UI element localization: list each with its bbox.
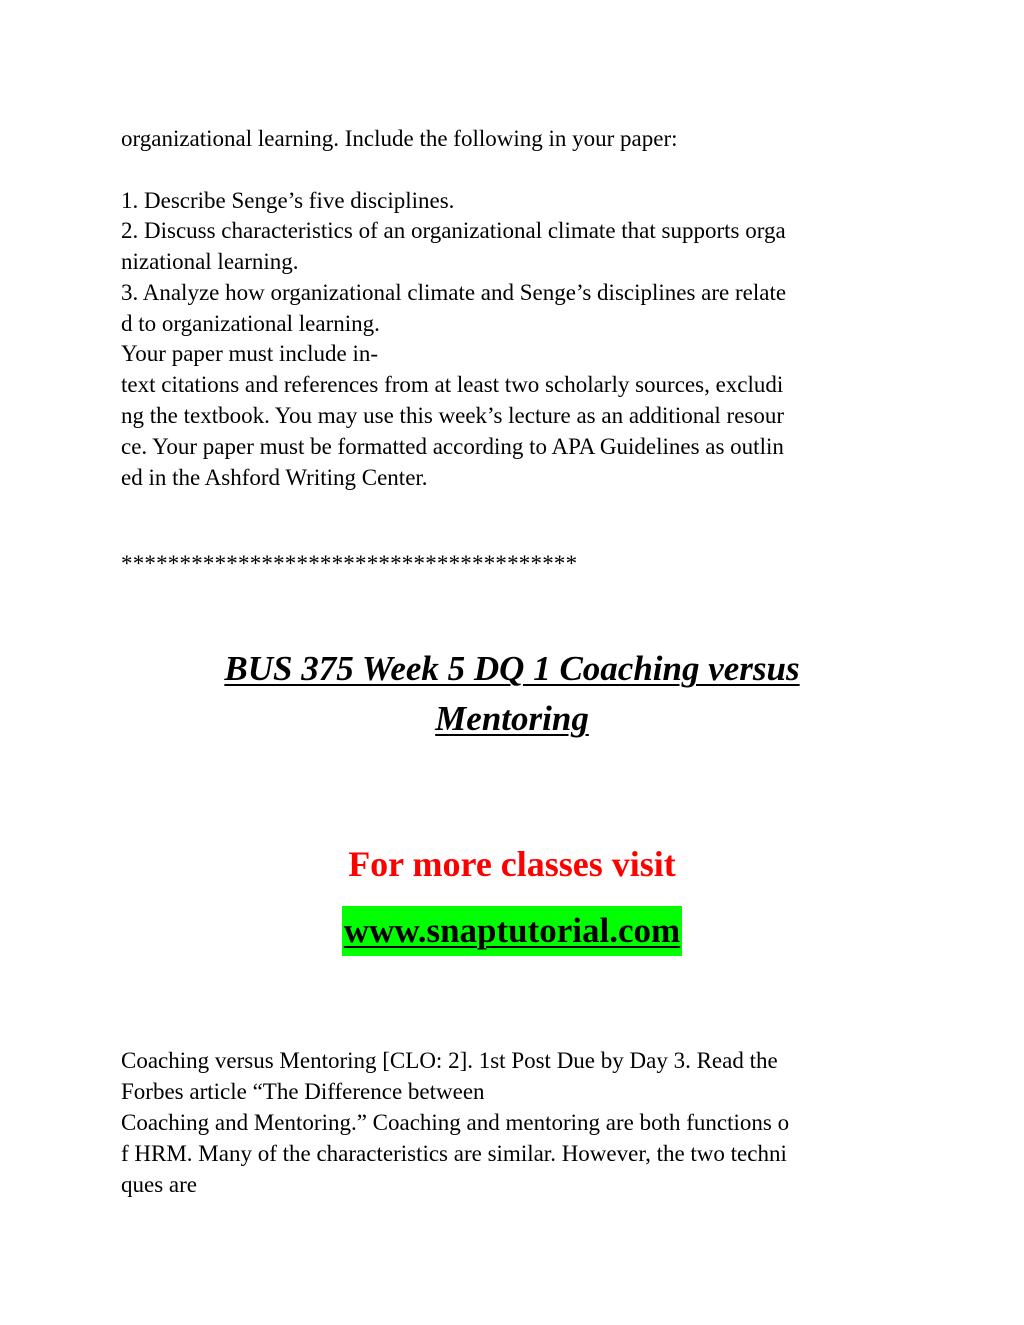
- body-line: Coaching and Mentoring.” Coaching and mentoring are both functions o: [121, 1110, 790, 1135]
- intro-line: ng the textbook. You may use this week’s lecture as an additional resour: [121, 403, 785, 428]
- body-line: f HRM. Many of the characteristics are similar. However, the two techni: [121, 1141, 787, 1166]
- intro-line: ed in the Ashford Writing Center.: [121, 465, 428, 490]
- intro-line: nizational learning.: [121, 249, 299, 274]
- promo-link-container: [0, 906, 1024, 956]
- intro-line: 3. Analyze how organizational climate and Senge’s disciplines are relate: [121, 280, 787, 305]
- intro-line: 2. Discuss characteristics of an organizational climate that supports orga: [121, 218, 786, 243]
- body-line: Forbes article “The Difference between: [121, 1079, 485, 1104]
- promo-link[interactable]: www.snaptutorial.com: [342, 906, 682, 956]
- body-line: Coaching versus Mentoring [CLO: 2]. 1st Post Due by Day 3. Read the: [121, 1048, 778, 1073]
- intro-line: 1. Describe Senge’s five disciplines.: [121, 188, 455, 213]
- promo-visit-text: For more classes visit: [348, 844, 676, 884]
- intro-line: ce. Your paper must be formatted according to APA Guidelines as outlin: [121, 434, 784, 459]
- section-heading-continued: Mentoring: [435, 699, 589, 738]
- intro-line: text citations and references from at least two scholarly sources, excludi: [121, 372, 784, 397]
- section-heading: BUS 375 Week 5 DQ 1 Coaching versus: [224, 649, 800, 688]
- intro-line: Your paper must include in-: [121, 341, 379, 366]
- intro-line: d to organizational learning.: [121, 311, 380, 336]
- separator-stars: ***************************************: [121, 551, 578, 576]
- body-line: ques are: [121, 1172, 197, 1197]
- intro-line: organizational learning. Include the following in your paper:: [121, 126, 678, 151]
